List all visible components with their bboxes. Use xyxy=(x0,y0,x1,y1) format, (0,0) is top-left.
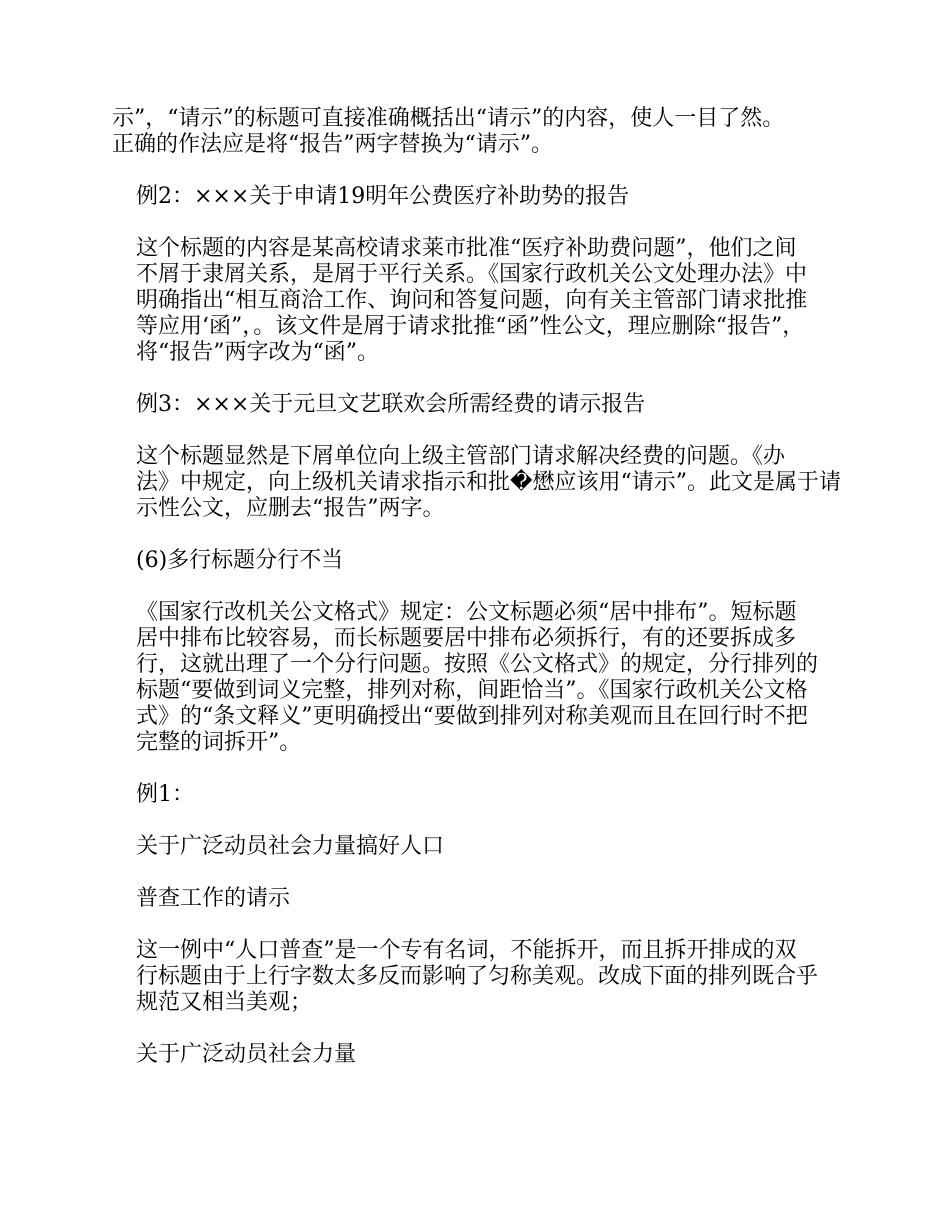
paragraph xyxy=(112,236,842,366)
paragraph xyxy=(112,782,842,808)
text-line: 这一例中“人口普查”是一个专有名词，不能拆开，而且拆开排成的双 xyxy=(136,938,797,963)
paragraph xyxy=(112,938,842,1016)
text-line: 这个标题显然是下屑单位向上级主管部门请求解决经费的问题。《办 xyxy=(136,444,786,469)
text-line: 《国家行改机关公文格式》规定：公文标题必须“居中排布”。短标题 xyxy=(136,600,797,625)
text-line: 完整的词拆开”。 xyxy=(136,730,302,755)
text-line: 行标题由于上行字数太多反而影响了匀称美观。改成下面的排列既合乎 xyxy=(136,964,819,989)
text-line: 例1： xyxy=(136,782,194,807)
text-line: 法》中规定，向上级机关请求指示和批�懋应该用“请示”。此文是属于请 xyxy=(136,470,842,495)
paragraph xyxy=(112,106,842,158)
document-page xyxy=(112,106,842,1094)
text-line: 行，这就出理了一个分行问题。按照《公文格式》的规定，分行排列的 xyxy=(136,652,819,677)
text-line: 式》的“条文释义”更明确授出“要做到排列对称美观而且在回行时不把 xyxy=(136,704,808,729)
text-line: 关于广泛动员社会力量搞好人口 xyxy=(136,834,445,859)
text-line: 这个标题的内容是某高校请求莱市批准“医疗补助费问题”，他们之间 xyxy=(136,236,797,261)
text-line: 不屑于隶屑关系，是屑于平行关系。《国家行政机关公文处理办法》中 xyxy=(136,262,808,287)
text-line: 例2：×××关于申请19明年公费医疗补助势的报告 xyxy=(136,184,630,209)
paragraph xyxy=(112,834,842,860)
text-line: 规范又相当美观； xyxy=(136,990,313,1015)
paragraph xyxy=(112,392,842,418)
text-line: 示性公文，应删去“报告”两字。 xyxy=(136,496,445,521)
paragraph xyxy=(112,444,842,522)
paragraph xyxy=(112,548,842,574)
text-line: 例3：×××关于元旦文艺联欢会所需经费的请示报告 xyxy=(136,392,646,417)
text-line: 正确的作法应是将“报告”两字替换为“请示”。 xyxy=(112,132,553,157)
text-line: 将“报告”两字改为“函”。 xyxy=(136,340,379,365)
text-line: 普查工作的请示 xyxy=(136,886,291,911)
text-line: 示”，“请示”的标题可直接准确概括出“请示”的内容，使人一目了然。 xyxy=(112,106,785,131)
paragraph xyxy=(112,600,842,756)
paragraph xyxy=(112,886,842,912)
text-line: 明确指出“相互商洽工作、询问和答复问题，向有关主管部门请求批推 xyxy=(136,288,808,313)
text-line: (6)多行标题分行不当 xyxy=(136,548,344,573)
paragraph xyxy=(112,1042,842,1068)
text-line: 关于广泛动员社会力量 xyxy=(136,1042,357,1067)
paragraph xyxy=(112,184,842,210)
text-line: 标题“要做到词义完整，排列对称，间距恰当”。《国家行政机关公文格 xyxy=(136,678,808,703)
text-line: 居中排布比较容易，而长标题要居中排布必须拆行，有的还要拆成多 xyxy=(136,626,797,651)
text-line: 等应用‘函”，。该文件是屑于请求批推“函”性公文，理应删除“报告”， xyxy=(136,314,805,339)
